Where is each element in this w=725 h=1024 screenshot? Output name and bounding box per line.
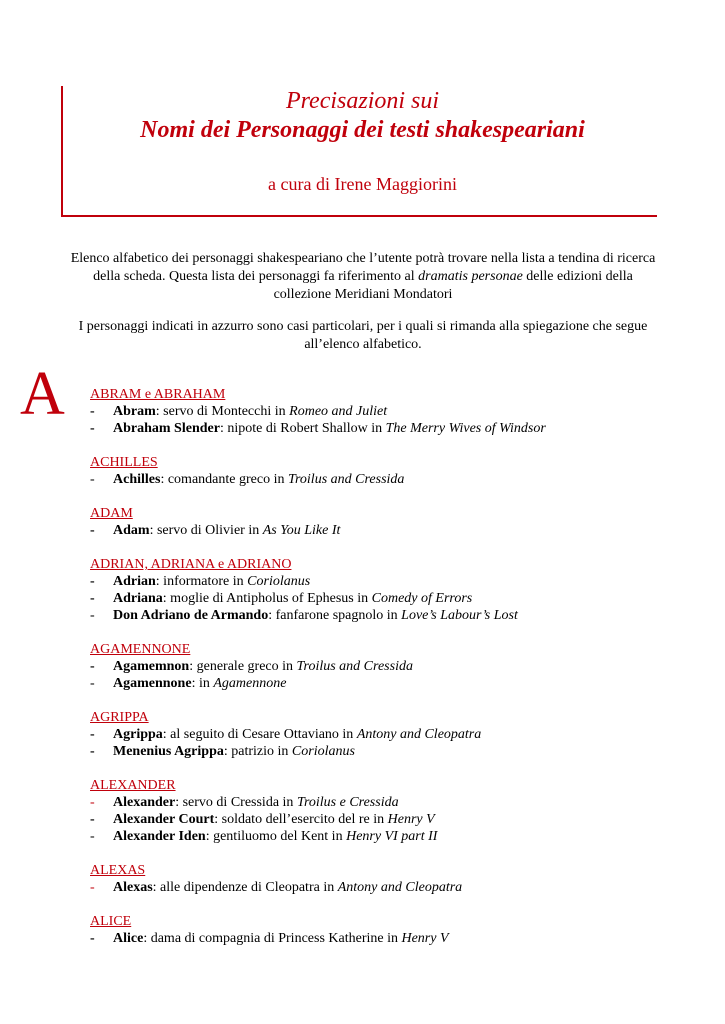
character-name: Alexander Court (113, 812, 215, 827)
character-list (90, 386, 690, 964)
header-horizontal-rule (61, 215, 657, 217)
entry-dash: - (90, 574, 95, 589)
play-title: Henry V (387, 812, 435, 827)
character-group (90, 862, 690, 896)
group-heading: AGRIPPA (90, 710, 149, 725)
character-entry (90, 879, 690, 896)
character-name: Don Adriano de Armando (113, 608, 269, 623)
play-title: Henry VI part II (346, 829, 438, 844)
play-title: Henry V (401, 931, 449, 946)
entry-dash: - (90, 795, 95, 810)
character-group (90, 505, 690, 539)
character-entry (90, 675, 690, 692)
character-entry (90, 471, 690, 488)
character-description: : soldato dell’esercito del re in (214, 812, 388, 827)
entry-dash: - (90, 591, 95, 606)
play-title: The Merry Wives of Windsor (385, 421, 546, 436)
intro-p1-text: Elenco alfabetico dei personaggi shakespeariano che l’utente potrà trovare nella lista a tendina di ricerca della scheda. Questa lista dei personaggi fa riferimento al (70, 251, 656, 284)
character-group (90, 386, 690, 437)
character-group (90, 556, 690, 624)
entry-dash: - (90, 880, 95, 895)
character-group (90, 454, 690, 488)
entry-dash: - (90, 727, 95, 742)
character-description: : servo di Cressida in (175, 795, 297, 810)
character-group (90, 709, 690, 760)
character-description: : alle dipendenze di Cleopatra in (152, 880, 338, 895)
character-entry (90, 590, 690, 607)
character-entry (90, 828, 690, 845)
character-name: Alice (113, 931, 144, 946)
character-entry (90, 794, 690, 811)
character-name: Menenius Agrippa (113, 744, 224, 759)
character-name: Achilles (113, 472, 161, 487)
group-heading: ABRAM e ABRAHAM (90, 387, 226, 402)
character-entry (90, 658, 690, 675)
character-entry (90, 811, 690, 828)
character-description: : gentiluomo del Kent in (205, 829, 347, 844)
play-title: Troilus e Cressida (296, 795, 399, 810)
entry-dash: - (90, 744, 95, 759)
character-description: : dama di compagnia di Princess Katherine in (143, 931, 402, 946)
character-description: : informatore in (155, 574, 248, 589)
character-description: : fanfarone spagnolo in (268, 608, 402, 623)
entry-dash: - (90, 608, 95, 623)
document-curator: a cura di Irene Maggiorini (268, 174, 457, 194)
entry-dash: - (90, 829, 95, 844)
section-letter: A (20, 360, 65, 428)
character-name: Agrippa (113, 727, 163, 742)
intro-paragraph-2: I personaggi indicati in azzurro sono casi particolari, per i quali si rimanda alla spiegazione che segue all’elenco alfabetico. (78, 319, 648, 352)
character-name: Adam (113, 523, 150, 538)
character-description: : comandante greco in (160, 472, 288, 487)
play-title: Love’s Labour’s Lost (401, 608, 518, 623)
character-name: Adriana (113, 591, 163, 606)
character-name: Alexander Iden (113, 829, 206, 844)
group-heading: ADRIAN, ADRIANA e ADRIANO (90, 557, 292, 572)
character-group (90, 777, 690, 845)
play-title: Agamennone (213, 676, 287, 691)
play-title: Antony and Cleopatra (337, 880, 463, 895)
character-description: : moglie di Antipholus of Ephesus in (162, 591, 372, 606)
character-entry (90, 743, 690, 760)
character-entry (90, 573, 690, 590)
character-entry (90, 930, 690, 947)
group-heading: ALEXANDER (90, 778, 176, 793)
character-description: : al seguito di Cesare Ottaviano in (162, 727, 357, 742)
character-description: : servo di Montecchi in (155, 404, 290, 419)
entry-dash: - (90, 404, 95, 419)
intro-p1-text-end: delle edizioni della collezione Meridiani Mondatori (273, 269, 633, 302)
group-heading: AGAMENNONE (90, 642, 191, 657)
intro-text (68, 250, 658, 354)
entry-dash: - (90, 812, 95, 827)
play-title: Coriolanus (247, 574, 311, 589)
character-group (90, 641, 690, 692)
character-name: Agamennone (113, 676, 192, 691)
group-heading: ALICE (90, 914, 132, 929)
character-name: Alexas (113, 880, 153, 895)
entry-dash: - (90, 659, 95, 674)
entry-dash: - (90, 676, 95, 691)
character-description: : nipote di Robert Shallow in (219, 421, 386, 436)
character-name: Abram (113, 404, 156, 419)
character-entry (90, 726, 690, 743)
group-heading: ACHILLES (90, 455, 158, 470)
play-title: Romeo and Juliet (289, 404, 388, 419)
character-entry (90, 420, 690, 437)
character-description: : generale greco in (189, 659, 297, 674)
group-heading: ALEXAS (90, 863, 146, 878)
play-title: Antony and Cleopatra (356, 727, 482, 742)
character-name: Abraham Slender (113, 421, 220, 436)
character-description: : in (191, 676, 214, 691)
character-description: : patrizio in (223, 744, 292, 759)
play-title: Comedy of Errors (371, 591, 473, 606)
entry-dash: - (90, 523, 95, 538)
play-title: Troilus and Cressida (287, 472, 405, 487)
intro-paragraph-1 (68, 250, 658, 304)
character-entry (90, 607, 690, 624)
entry-dash: - (90, 472, 95, 487)
character-group (90, 913, 690, 947)
play-title: Coriolanus (291, 744, 355, 759)
character-name: Agamemnon (113, 659, 190, 674)
character-description: : servo di Olivier in (149, 523, 263, 538)
group-heading: ADAM (90, 506, 133, 521)
entry-dash: - (90, 421, 95, 436)
intro-p1-emphasis: dramatis personae (418, 269, 523, 284)
document-title-line2: Nomi dei Personaggi dei testi shakespeariani (140, 117, 585, 143)
character-entry (90, 403, 690, 420)
character-name: Alexander (113, 795, 176, 810)
play-title: As You Like It (262, 523, 341, 538)
play-title: Troilus and Cressida (296, 659, 413, 674)
document-title-line1: Precisazioni sui (285, 88, 440, 114)
entry-dash: - (90, 931, 95, 946)
character-name: Adrian (113, 574, 156, 589)
character-entry (90, 522, 690, 539)
